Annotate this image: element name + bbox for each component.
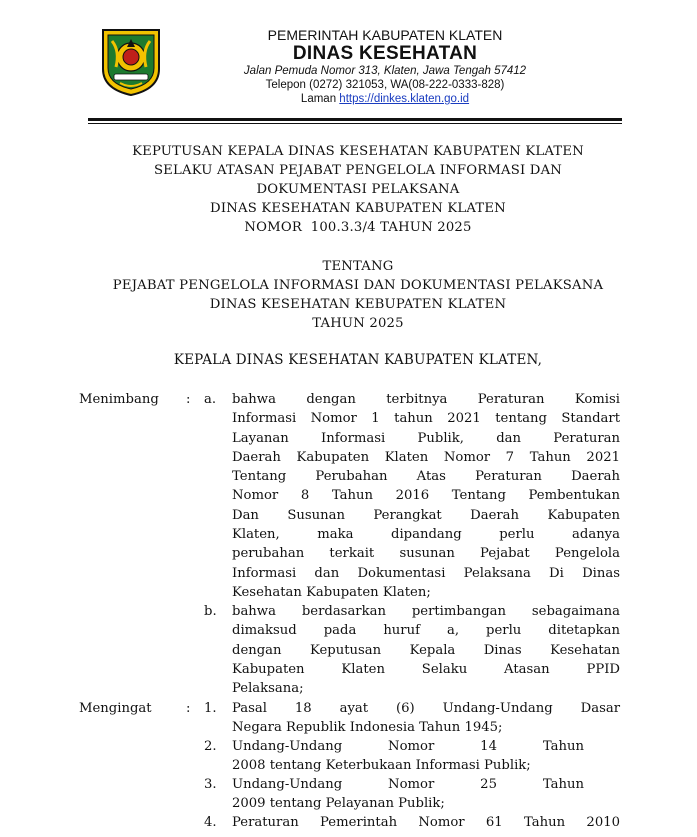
paragraph-line: Undang-Undang Nomor 14 Tahun bbox=[232, 739, 584, 754]
website-label: Laman bbox=[300, 93, 337, 105]
mengingat-item-marker: 2. bbox=[204, 739, 217, 754]
mengingat-colon: : bbox=[186, 701, 191, 716]
subject-line: PEJABAT PENGELOLA INFORMASI DAN DOKUMENTASI PELAKSANA bbox=[112, 278, 604, 293]
paragraph-line: Pasal 18 ayat (6) Undang-Undang Dasar bbox=[232, 701, 620, 716]
mengingat-item-1 bbox=[232, 699, 620, 738]
mengingat-item-2 bbox=[232, 737, 584, 776]
government-name: PEMERINTAH KABUPATEN KLATEN bbox=[267, 27, 503, 43]
mengingat-item-4 bbox=[232, 813, 620, 832]
paragraph-line: Peraturan Pemerintah Nomor 61 Tahun 2010 bbox=[232, 815, 620, 830]
subject-line: DINAS KESEHATAN KEBUPATEN KLATEN bbox=[209, 297, 507, 312]
paragraph-line: Kabupaten Klaten Selaku Atasan PPID bbox=[232, 661, 620, 677]
address: Jalan Pemuda Nomor 313, Klaten, Jawa Tengah 57412 bbox=[243, 65, 527, 77]
letterhead-rule-thin bbox=[88, 123, 622, 124]
agency-name: DINAS KESEHATAN bbox=[292, 43, 478, 64]
paragraph-line: bahwa berdasarkan pertimbangan sebagaimana bbox=[232, 604, 620, 619]
decree-title-line: DOKUMENTASI PELAKSANA bbox=[256, 182, 460, 197]
letterhead-rule-thick bbox=[88, 118, 622, 121]
decree-title-line: DINAS KESEHATAN KABUPATEN KLATEN bbox=[210, 201, 506, 216]
menimbang-label: Menimbang bbox=[79, 392, 159, 407]
decree-title-line: KEPUTUSAN KEPALA DINAS KESEHATAN KABUPATEN KLATEN bbox=[132, 144, 584, 159]
paragraph-line: 2008 tentang Keterbukaan Informasi Publik; bbox=[232, 758, 531, 774]
klaten-regency-emblem-icon bbox=[100, 27, 162, 97]
paragraph-line: Informasi dan Dokumentasi Pelaksana Di Dinas bbox=[232, 565, 620, 581]
mengingat-item-marker: 4. bbox=[204, 815, 217, 830]
mengingat-item-marker: 1. bbox=[204, 701, 217, 716]
paragraph-line: Klaten, maka dipandang perlu adanya bbox=[232, 527, 620, 543]
menimbang-item-a bbox=[232, 390, 620, 602]
decree-number: NOMOR 100.3.3/4 TAHUN 2025 bbox=[244, 220, 472, 235]
decree-title-line: SELAKU ATASAN PEJABAT PENGELOLA INFORMASI DAN bbox=[153, 163, 563, 178]
subject-line: TENTANG bbox=[322, 259, 394, 274]
phone: Telepon (0272) 321053, WA(08-222-0333-828) bbox=[265, 79, 505, 91]
paragraph-line: dengan Keputusan Kepala Dinas Kesehatan bbox=[232, 642, 620, 658]
paragraph-line: Kesehatan Kabupaten Klaten; bbox=[232, 584, 431, 600]
paragraph-line: Nomor 8 Tahun 2016 Tentang Pembentukan bbox=[232, 488, 620, 504]
paragraph-line: bahwa dengan terbitnya Peraturan Komisi bbox=[232, 392, 620, 407]
website-link[interactable]: https://dinkes.klaten.go.id bbox=[339, 93, 470, 105]
issuer-line: KEPALA DINAS KESEHATAN KABUPATEN KLATEN, bbox=[173, 352, 543, 368]
paragraph-line: Dan Susunan Perangkat Daerah Kabupaten bbox=[232, 507, 620, 523]
paragraph-line: Tentang Perubahan Atas Peraturan Daerah bbox=[232, 469, 620, 485]
paragraph-line: dimaksud pada huruf a, perlu ditetapkan bbox=[232, 623, 620, 639]
issuer bbox=[60, 351, 656, 370]
menimbang-item-b bbox=[232, 602, 620, 698]
mengingat-item-marker: 3. bbox=[204, 777, 217, 792]
mengingat-item-3 bbox=[232, 775, 584, 814]
menimbang-item-marker: a. bbox=[204, 392, 217, 407]
paragraph-line: perubahan terkait susunan Pejabat Pengelola bbox=[232, 546, 620, 562]
paragraph-line: 2009 tentang Pelayanan Publik; bbox=[232, 796, 445, 812]
paragraph-line: Pelaksana; bbox=[232, 681, 304, 697]
website bbox=[185, 93, 585, 105]
paragraph-line: Layanan Informasi Publik, dan Peraturan bbox=[232, 430, 620, 446]
paragraph-line: Informasi Nomor 1 tahun 2021 tentang Standart bbox=[232, 411, 620, 427]
paragraph-line: Daerah Kabupaten Klaten Nomor 7 Tahun 2021 bbox=[232, 449, 620, 465]
decree-title bbox=[60, 142, 656, 237]
letterhead bbox=[0, 0, 697, 125]
paragraph-line: Undang-Undang Nomor 25 Tahun bbox=[232, 777, 584, 792]
menimbang-colon: : bbox=[186, 392, 191, 407]
decree-subject bbox=[60, 257, 656, 333]
subject-line: TAHUN 2025 bbox=[312, 316, 404, 331]
mengingat-label: Mengingat bbox=[79, 701, 152, 716]
paragraph-line: Negara Republik Indonesia Tahun 1945; bbox=[232, 720, 503, 736]
menimbang-item-marker: b. bbox=[204, 604, 217, 619]
